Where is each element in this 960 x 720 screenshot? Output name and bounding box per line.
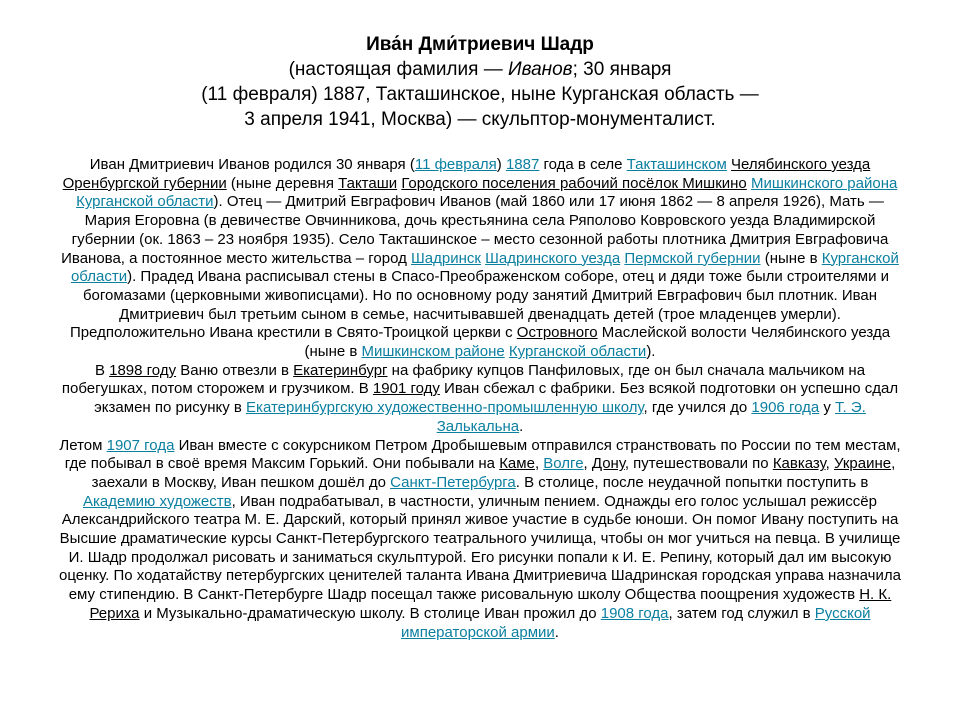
paragraph-text: Иван Дмитриевич Иванов родился 30 января (: [89, 156, 415, 173]
paragraph: [55, 362, 905, 437]
paragraph-text: В: [94, 361, 110, 379]
paragraph: [55, 324, 905, 361]
paragraph-text: ). Отец — Дмитрий Евграфович Иванов (май 1860 или 17 июня 1862 — 8 апреля 1926), Мать — Мария Егоровна (в девичестве Овчинникова, дочь крестьянина села Ряполово Ковровского уезда Владимирской губернии (ок. 1863 – 23 ноября 1935). Село Такташинское – место сезонной работы плотника Дмитрия Евграфовича Иванова, а постоянное место жительства – город: [61, 193, 889, 267]
inline-link[interactable]: Шадринск: [411, 249, 481, 267]
paragraph-text: , путешествовали по: [624, 455, 773, 473]
paragraph-text: .: [519, 417, 524, 435]
paragraph-text: , заехали в Москву, Иван пешком дошёл до: [91, 455, 896, 491]
paragraph-text: (ныне в: [760, 249, 822, 267]
inline-link[interactable]: Каме: [499, 455, 535, 473]
inline-link[interactable]: Санкт-Петербурга: [390, 473, 516, 491]
real-surname: Иванов: [507, 59, 573, 80]
inline-link[interactable]: Городского поселения рабочий посёлок Мишкино: [401, 174, 747, 192]
paragraph-text: , где учился до: [643, 399, 752, 417]
paragraph-text: Предположительно Ивана крестили в Свято-Троицкой церкви с: [69, 324, 517, 342]
paragraph-text: , Иван подрабатывал, в частности, уличным пением. Однажды его голос услышал режиссёр Александрийского театра М. Е. Дарский, который принял живое участие в судьбе юноши. Он помог Ивану поступить на Высшие драматические курсы Санкт-Петербургского театрального училища, чтобы он мог учиться на певца. В училище И. Шадр продолжал рисовать и заниматься скульптурой. Его рисунки попали к И. Е. Репину, который дал им высокую оценку. По ходатайству петербургских ценителей таланта Ивана Дмитриевича Шадринская городская управа назначила ему стипендию. В Санкт-Петербурге Шадр посещал также рисовальную школу Общества поощрения художеств: [59, 492, 901, 604]
inline-link[interactable]: Русской императорской армии: [401, 604, 871, 641]
inline-link[interactable]: Волге: [543, 455, 584, 473]
inline-link[interactable]: 1908 года: [600, 604, 669, 622]
paragraph-text: у: [819, 399, 836, 417]
inline-link[interactable]: Академию художеств: [83, 492, 232, 510]
paragraph-text: Маслейской волости Челябинского уезда (ныне в: [304, 324, 891, 361]
inline-link[interactable]: Мишкинского района: [750, 174, 898, 192]
paragraph-text: года в селе: [539, 156, 627, 173]
inline-link[interactable]: Дону: [591, 455, 625, 473]
inline-link[interactable]: Т. Э. Залькальна: [436, 399, 866, 435]
inline-link[interactable]: 1906 года: [751, 399, 820, 417]
paragraph-text: , затем год служил в: [668, 604, 815, 622]
paragraph-text: . В столице, после неудачной попытки поступить в: [515, 473, 869, 491]
biography-text: [55, 156, 905, 642]
inline-link[interactable]: Островного: [516, 324, 598, 342]
title-line-1: [0, 57, 960, 82]
paragraph-text: ,: [534, 455, 544, 473]
inline-link[interactable]: Н. К. Рериха: [89, 586, 892, 622]
inline-link[interactable]: Курганской области: [508, 343, 647, 361]
paragraph: [55, 156, 905, 324]
paragraph-text: ,: [825, 455, 834, 473]
inline-link[interactable]: 1901 году: [372, 380, 440, 398]
inline-link[interactable]: Екатеринбургскую художественно-промышленную школу: [246, 399, 644, 417]
paragraph-text: Иван сбежал с фабрики. Без всякой подготовки он успешно сдал экзамен по рисунку в: [94, 380, 899, 417]
inline-link[interactable]: 1898 году: [109, 361, 177, 379]
title-line-2: (11 февраля) 1887, Такташинское, ныне Курганская область —: [201, 84, 759, 105]
title-line-3: 3 апреля 1941, Москва) — скульптор-монументалист.: [244, 109, 716, 130]
person-name: Ива́н Дми́триевич Шадр: [366, 34, 594, 55]
inline-link[interactable]: Челябинского уезда: [731, 156, 871, 173]
inline-link[interactable]: 11 февраля: [414, 156, 497, 173]
paragraph-text: ,: [583, 455, 592, 473]
inline-link[interactable]: Такташи: [338, 174, 398, 192]
inline-link[interactable]: Пермской губернии: [624, 249, 761, 267]
paragraph-text: и Музыкально-драматическую школу. В столице Иван прожил до: [139, 604, 601, 622]
inline-link[interactable]: Екатеринбург: [293, 361, 388, 379]
inline-link[interactable]: Оренбургской губернии: [62, 174, 227, 192]
title-text: (настоящая фамилия —: [288, 59, 508, 80]
paragraph-text: на фабрику купцов Панфиловых, где он был сначала мальчиком на побегушках, потом сторожем и грузчиком. В: [61, 361, 866, 398]
inline-link[interactable]: Курганской области: [70, 249, 899, 286]
title-text: ; 30 января: [572, 59, 672, 80]
paragraph-text: ).: [646, 343, 656, 361]
inline-link[interactable]: Мишкинском районе: [361, 343, 505, 361]
paragraph-text: ): [496, 156, 506, 173]
paragraph-text: ). Прадед Ивана расписывал стены в Спасо-Преображенском соборе, отец и дяди тоже были строителями и богомазами (церковными живописцами). Но по основному роду занятий Дмитрий Евграфович был плотник. Иван Дмитриевич был третьим сыном в семье, насчитывавшей двенадцать детей (трое младенцев умерли).: [82, 268, 890, 323]
slide-title: [0, 32, 960, 132]
inline-link[interactable]: 1887: [505, 156, 540, 173]
inline-link[interactable]: Курганской области: [76, 193, 214, 211]
paragraph-text: .: [554, 623, 559, 641]
inline-link[interactable]: Кавказу: [772, 455, 826, 473]
paragraph-text: Иван вместе с сокурсником Петром Дробышевым отправился странствовать по России по тем местам, где побывал в своё время Максим Горький. Они побывали на: [64, 436, 901, 473]
inline-link[interactable]: Такташинском: [626, 156, 727, 173]
inline-link[interactable]: Шадринского уезда: [485, 249, 621, 267]
paragraph: [55, 437, 905, 643]
paragraph-text: (ныне деревня: [226, 174, 339, 192]
inline-link[interactable]: Украине: [833, 455, 892, 473]
inline-link[interactable]: 1907 года: [106, 436, 175, 454]
paragraph-text: Ваню отвезли в: [176, 361, 294, 379]
title-line-0: [0, 32, 960, 57]
paragraph-text: Летом: [59, 436, 107, 454]
